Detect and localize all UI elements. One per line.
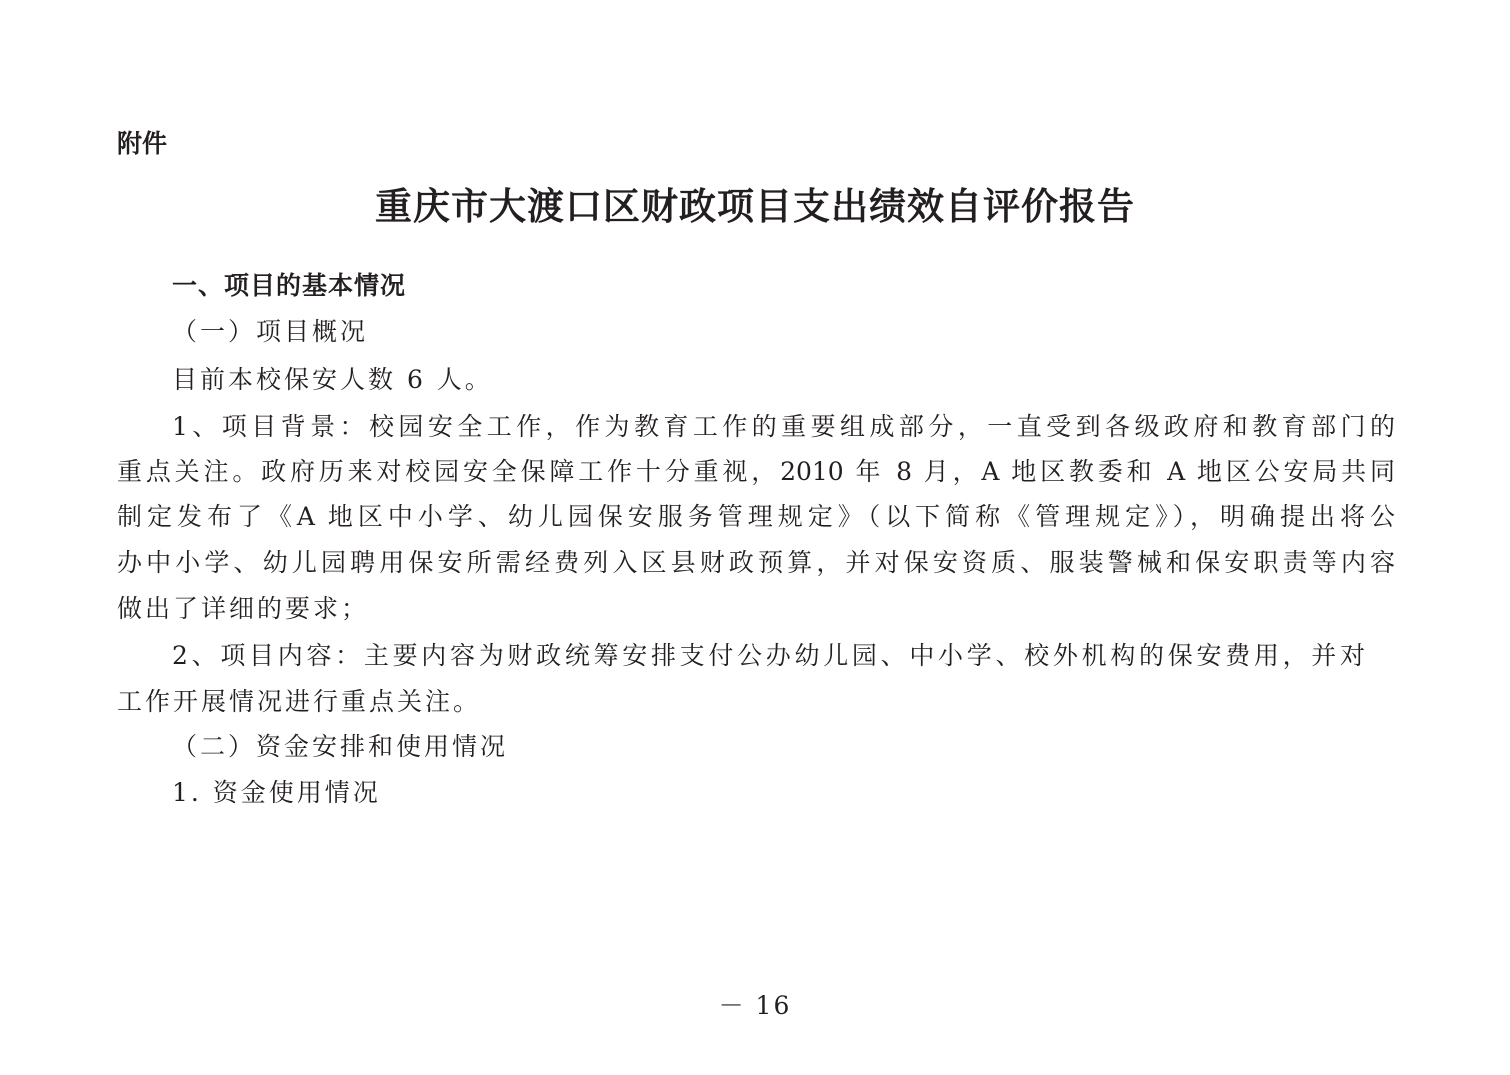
background-line: 做出了详细的要求； <box>117 594 370 623</box>
attachment-label: 附件 <box>117 129 168 158</box>
report-title: 重庆市大渡口区财政项目支出绩效自评价报告 <box>375 184 1135 228</box>
background-line: 1、项目背景：校园安全工作，作为教育工作的重要组成部分，一直受到各级政府和教育部门的 <box>172 412 1395 441</box>
content-line: 2、项目内容：主要内容为财政统筹安排支付公办幼儿园、中小学、校外机构的保安费用，并对 <box>172 641 1365 670</box>
section-heading: 一、项目的基本情况 <box>172 271 407 300</box>
background-line: 重点关注。政府历来对校园安全保障工作十分重视，2010 年 8 月，A 地区教委和 A 地区公安局共同 <box>117 457 1395 486</box>
background-line: 制定发布了《A 地区中小学、幼儿园保安服务管理规定》（以下简称《管理规定》），明确提出将公 <box>117 502 1395 531</box>
content-line: 工作开展情况进行重点关注。 <box>117 687 482 716</box>
page-number: － 16 <box>718 991 792 1020</box>
subsection-heading: （一）项目概况 <box>172 317 369 346</box>
list-item: 1. 资金使用情况 <box>172 778 381 807</box>
subsection-heading: （二）资金安排和使用情况 <box>172 732 509 761</box>
background-line: 办中小学、幼儿园聘用保安所需经费列入区县财政预算，并对保安资质、服装警械和保安职责等内容 <box>117 548 1395 577</box>
summary-paragraph: 目前本校保安人数 6 人。 <box>172 365 493 394</box>
